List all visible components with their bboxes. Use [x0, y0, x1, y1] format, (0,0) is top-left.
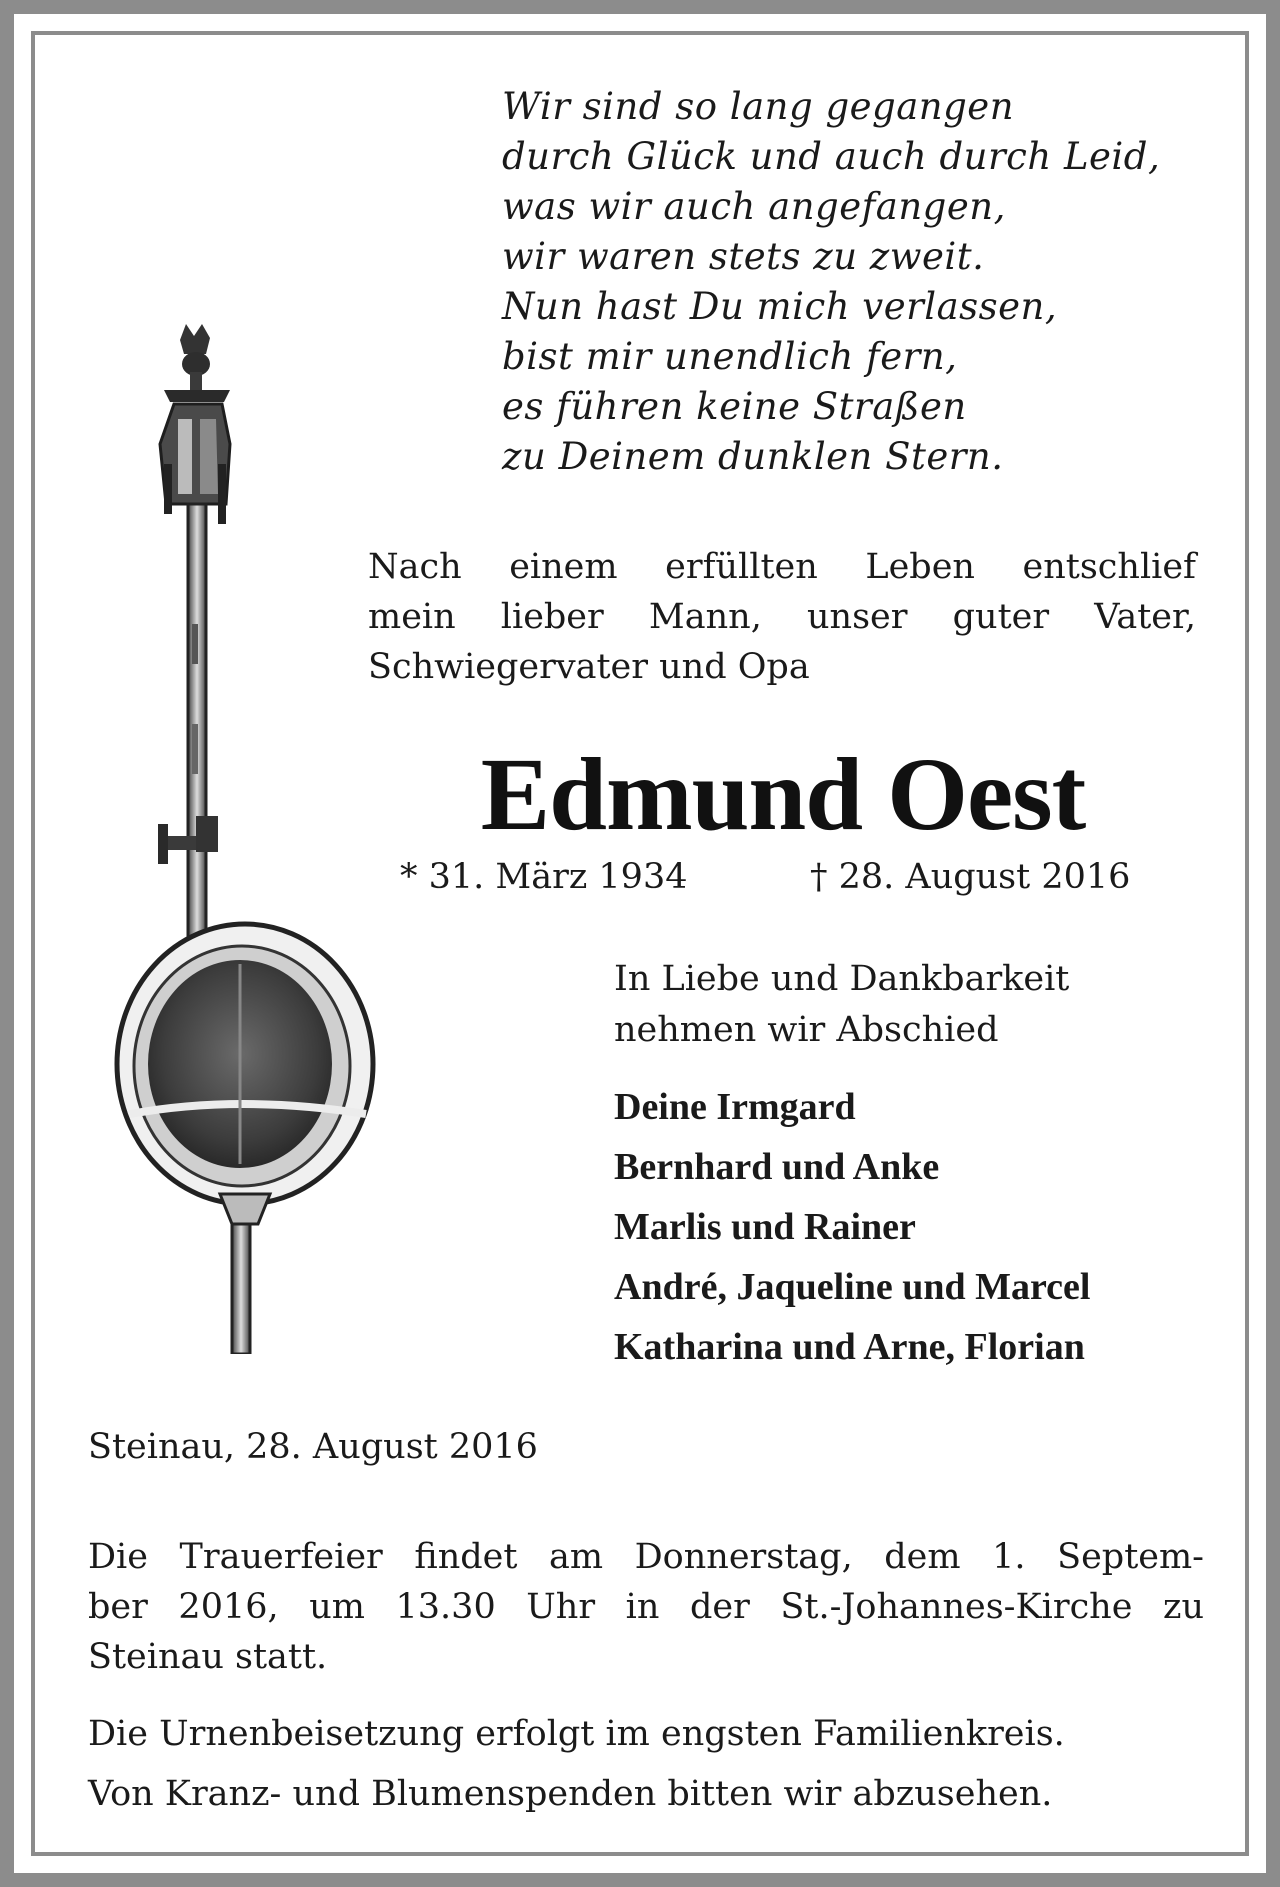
- obituary-card: [14, 14, 1266, 1873]
- burial-info: [88, 1704, 1204, 1824]
- poem-line: es führen keine Straßen: [502, 385, 967, 428]
- farewell-line: nehmen wir Abschied: [614, 1010, 999, 1050]
- poem-line: bist mir unendlich fern,: [502, 335, 958, 378]
- farewell-line: In Liebe und Dankbarkeit: [614, 959, 1070, 999]
- poem-line: wir waren stets zu zweit.: [502, 235, 985, 278]
- farewell-text: [614, 954, 1204, 1056]
- birth-date: * 31. März 1934: [400, 857, 688, 897]
- family-member: Bernhard und Anke: [614, 1146, 940, 1188]
- intro-line: Schwiegervater und Opa: [368, 647, 810, 687]
- family-member: Deine Irmgard: [614, 1086, 856, 1128]
- intro-text: [368, 542, 1196, 692]
- service-line: Steinau statt.: [88, 1637, 328, 1677]
- intro-line: mein lieber Mann, unser guter Vater,: [368, 597, 1196, 637]
- place-date: Steinau, 28. August 2016: [88, 1427, 538, 1467]
- family-list: [614, 1077, 1214, 1377]
- family-member: André, Jaqueline und Marcel: [614, 1266, 1091, 1308]
- poem-line: was wir auch angefangen,: [502, 185, 1006, 228]
- poem-line: zu Deinem dunklen Stern.: [502, 435, 1004, 478]
- death-date: † 28. August 2016: [810, 857, 1131, 897]
- poem-line: Nun hast Du mich verlassen,: [502, 285, 1058, 328]
- poem: [502, 82, 1222, 482]
- deceased-name: Edmund Oest: [480, 737, 1086, 852]
- clock-pendulum-icon: [100, 324, 390, 1354]
- burial-line: Von Kranz- und Blumenspenden bitten wir abzusehen.: [88, 1774, 1053, 1814]
- poem-line: durch Glück und auch durch Leid,: [502, 135, 1161, 178]
- burial-line: Die Urnenbeisetzung erfolgt im engsten Familienkreis.: [88, 1714, 1065, 1754]
- service-line: ber 2016, um 13.30 Uhr in der St.-Johannes-Kirche zu: [88, 1587, 1204, 1627]
- poem-line: Wir sind so lang gegangen: [502, 85, 1015, 128]
- family-member: Marlis und Rainer: [614, 1206, 916, 1248]
- service-info: [88, 1532, 1204, 1682]
- intro-line: Nach einem erfüllten Leben entschlief: [368, 547, 1196, 587]
- family-member: Katharina und Arne, Florian: [614, 1326, 1085, 1368]
- service-line: Die Trauerfeier findet am Donnerstag, dem 1. Septem-: [88, 1537, 1204, 1577]
